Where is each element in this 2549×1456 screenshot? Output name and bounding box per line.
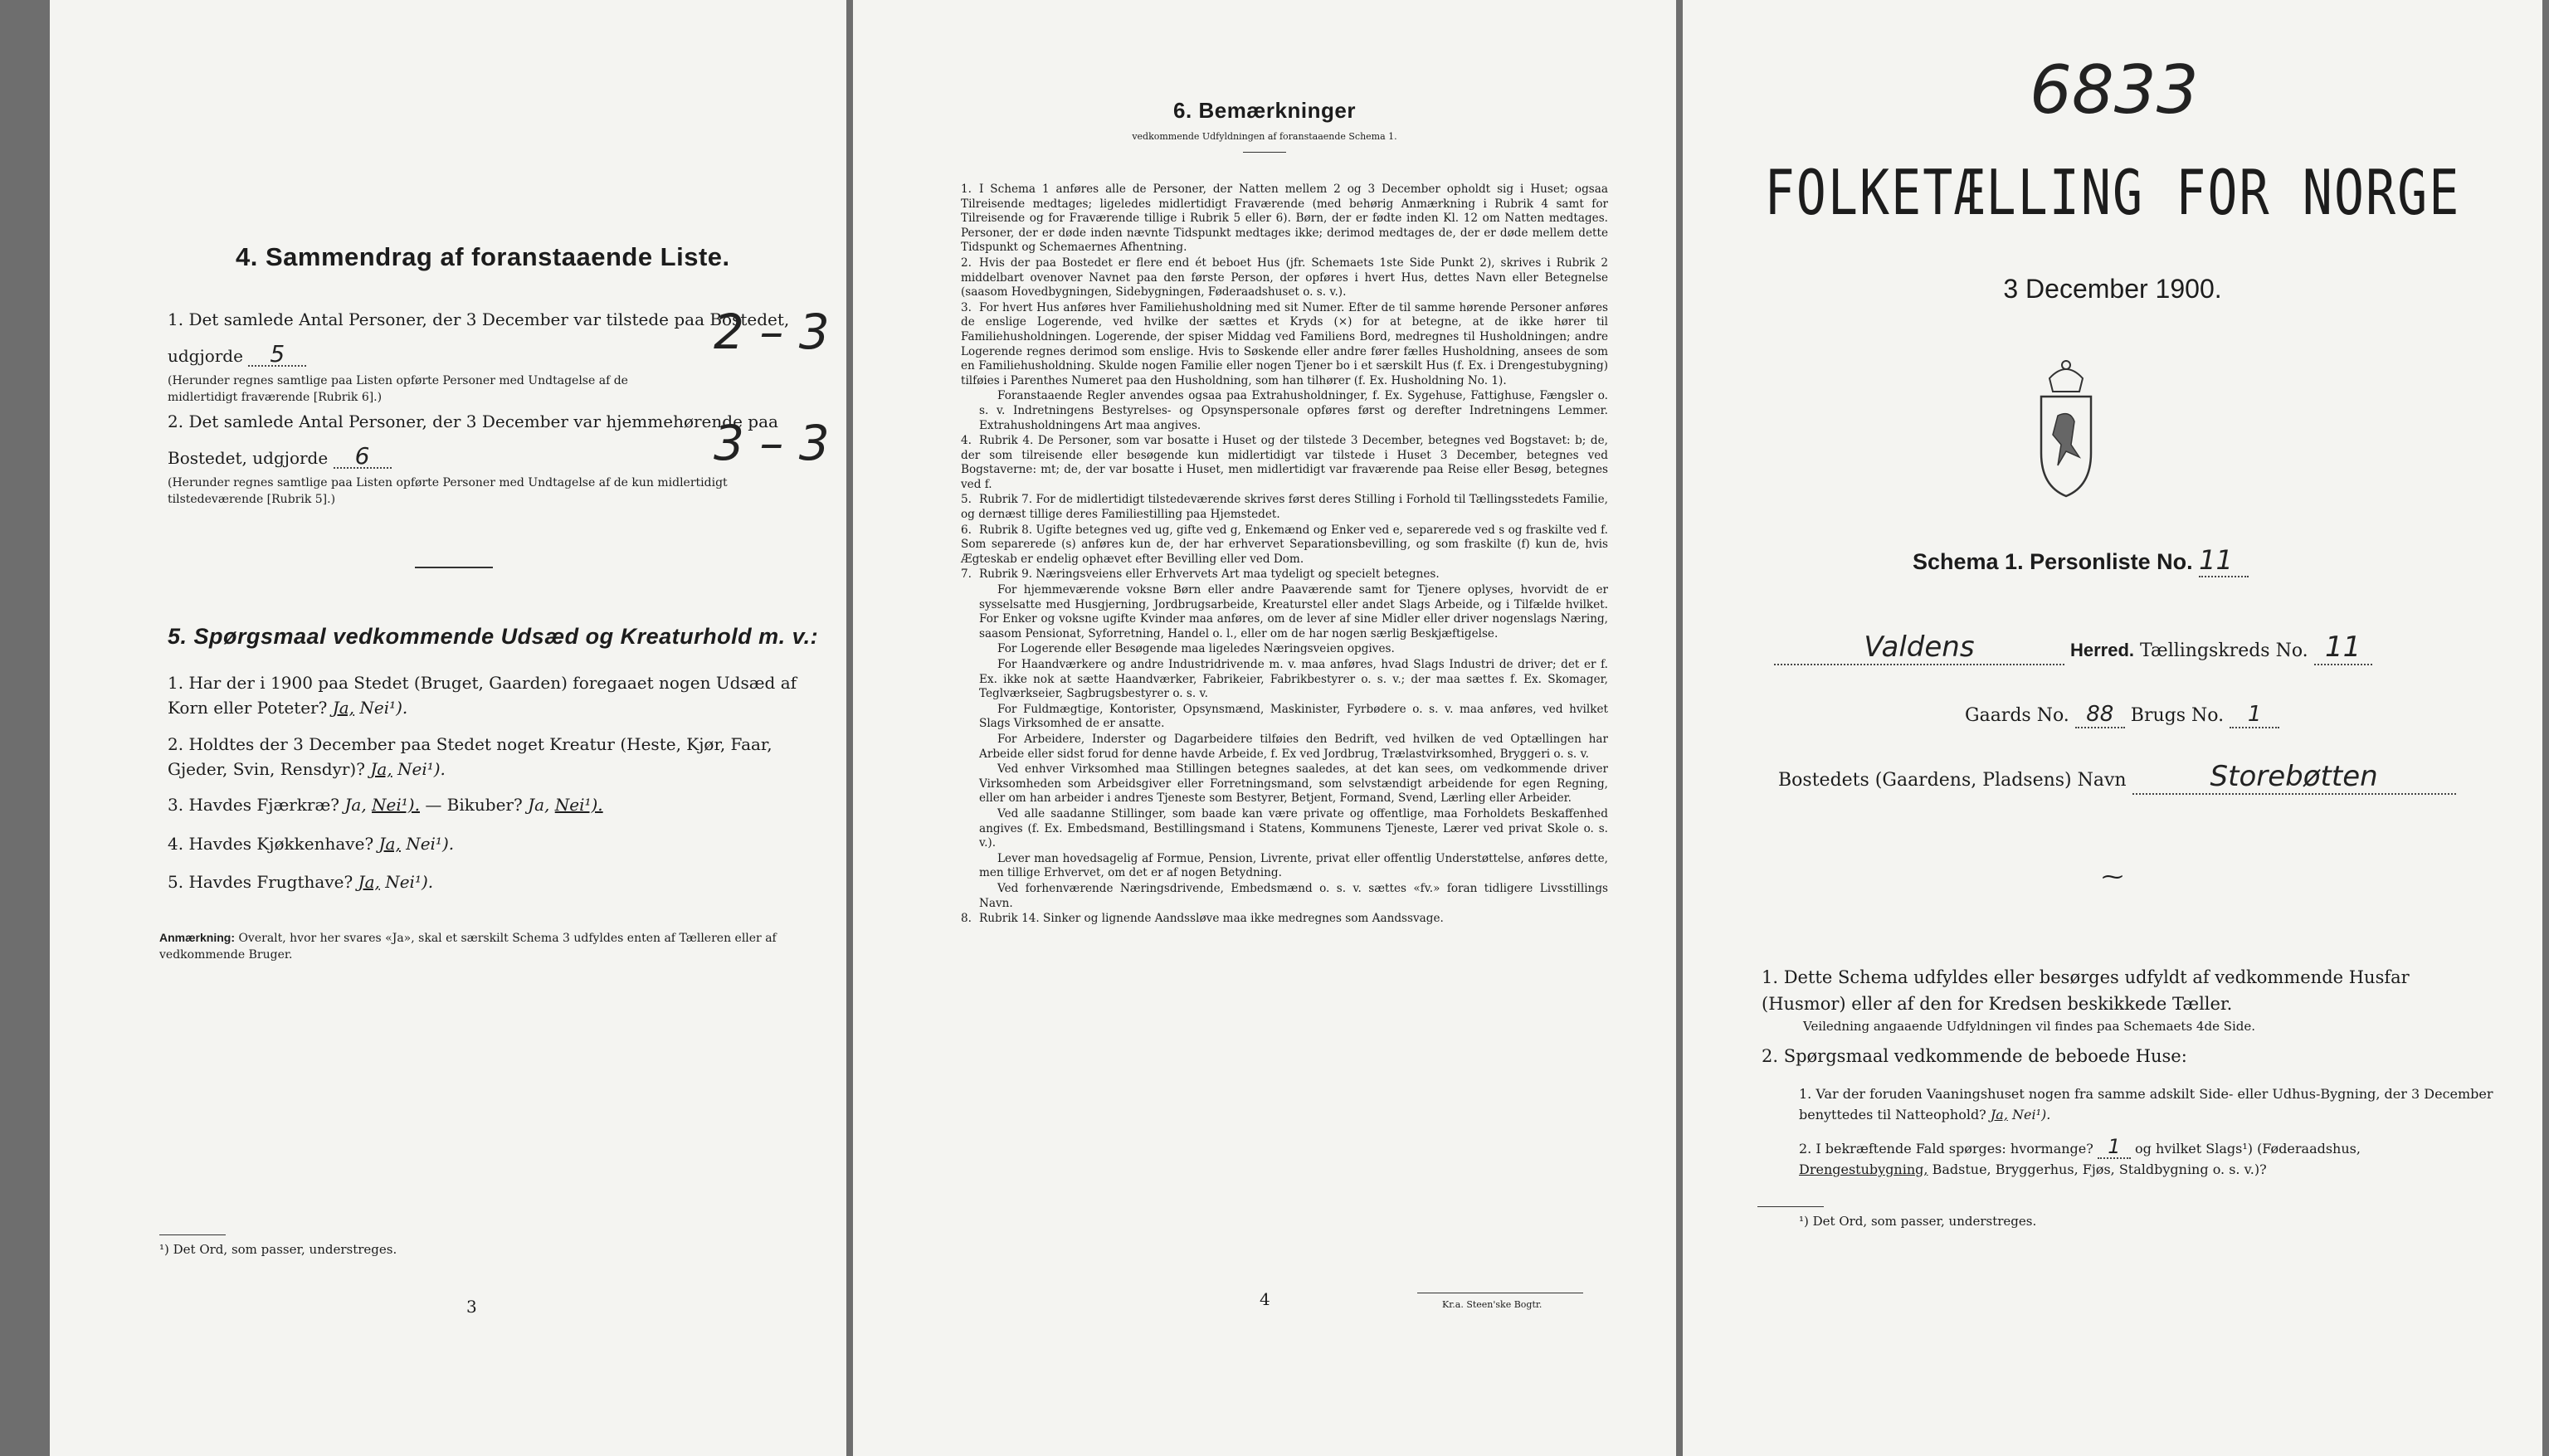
present-count-field[interactable]: 5	[248, 343, 306, 367]
remark-item	[961, 733, 1608, 762]
remark-item	[961, 493, 1608, 522]
remark-item	[961, 389, 1608, 433]
remarks-title: 6. Bemærkninger	[1173, 98, 1356, 123]
q2-nei-option[interactable]: Nei¹).	[397, 759, 446, 779]
instruction-1: 1. Dette Schema udfyldes eller besørges udfyldt af vedkommende Husfar (Husmor) eller af den for Kredsen beskikkede Tæller. Veiledning angaaende Udfyldningen vil findes paa Schemaets 4de Side.	[1762, 967, 2410, 1034]
printer-mark: Kr.a. Steen'ske Bogtr.	[1442, 1299, 1543, 1310]
summary-item-2-note: (Herunder regnes samtlige paa Listen opførte Personer med Undtagelse af de kun midlertidigt tilstedeværende [Rubrik 5].)	[168, 476, 728, 506]
remark-text: For hjemmeværende voksne Børn eller andre Paaværende samt for Tjenere oplyses, hvorvidt de er sysselsatte med Husgjerning, Jordbrugsarbeide, Kreaturstel eller andet Slags Arbeide, og i Tilfælde hvilket. For Enker og voksne ugifte Kvinder maa anføres, om de lever af sine Midler eller driver nogenslags Næring, saasom Pensionat, Syforretning, Handel o. l., eller om de har nogen særlig Beskjæftigelse.	[979, 583, 1608, 640]
remark-number: 5.	[961, 493, 972, 507]
remark-item	[961, 256, 1608, 300]
footnote: ¹) Det Ord, som passer, understreges.	[1799, 1214, 2037, 1229]
remark-text: Ved forhenværende Næringsdrivende, Embedsmænd o. s. v. sættes «fv.» foran tidligere Livsstillings Navn.	[979, 881, 1608, 910]
herred-row: Valdens Herred. Tællingskreds No. 11	[1774, 631, 2504, 665]
remark-number: 2.	[961, 256, 972, 270]
remark-item	[961, 658, 1608, 702]
census-date: 3 December 1900.	[2003, 274, 2222, 304]
remarks-list	[961, 183, 1608, 928]
gaards-field[interactable]: 88	[2075, 702, 2125, 728]
divider	[415, 567, 493, 568]
archive-number: 6833	[2030, 51, 2199, 129]
remark-text: Lever man hovedsagelig af Formue, Pension, Livrente, privat eller offentlig Understøttelse, anføres dette, men tillige Erhvervet, om det er af nogen Betydning.	[979, 851, 1608, 880]
remark-text: I Schema 1 anføres alle de Personer, der Natten mellem 2 og 3 December opholdt sig i Huset; ogsaa Tilreisende medtages; ligeledes midlertidigt Fraværende (med behørig Anmærkning i Rubrik 4 samt for Tilreisende og for Fraværende tillige i Rubrik 5 eller 6). Børn, der er fødte inden Kl. 12 om Natten medtages. Personer, der er døde inden nævnte Tidspunkt medtages ikke; derimod medtages de, der er døde mellem dette Tidspunkt og Schemaernes Afhentning.	[961, 183, 1608, 255]
page-1-cover	[1683, 0, 2542, 1456]
resident-count-field[interactable]: 6	[334, 445, 392, 469]
remark-item	[961, 703, 1608, 732]
census-title: FOLKETÆLLING FOR NORGE	[1764, 157, 2461, 230]
q1-ja-option[interactable]: Ja,	[332, 698, 355, 718]
remark-item	[961, 882, 1608, 911]
remark-number: 8.	[961, 912, 972, 926]
brugs-field[interactable]: 1	[2230, 702, 2279, 728]
question-4: 4. Havdes Kjøkkenhave? Ja, Nei¹).	[168, 834, 455, 854]
remark-number: 3.	[961, 300, 972, 314]
page-number: 4	[1260, 1289, 1270, 1309]
remark-item	[961, 523, 1608, 567]
herred-field[interactable]: Valdens	[1774, 631, 2064, 665]
title-rule	[1243, 152, 1286, 153]
handwritten-tally-1: 2 – 3	[714, 304, 830, 360]
remark-item	[961, 852, 1608, 881]
remark-number: 6.	[961, 523, 972, 537]
house-question-1: 1. Var der foruden Vaaningshuset nogen fra samme adskilt Side- eller Udhus-Bygning, der 3 December benyttedes til Natteophold? Ja, Nei¹).	[1799, 1086, 2493, 1122]
remark-text: For Logerende eller Besøgende maa ligeledes Næringsveien opgives.	[997, 642, 1395, 656]
remark-text: For Fuldmægtige, Kontorister, Opsynsmænd, Maskinister, Fyrbødere o. s. v. maa anføres, ved hvilket Slags Virksomhed de er ansatte.	[979, 702, 1608, 731]
section-4-title: 4. Sammendrag af foranstaaende Liste.	[236, 242, 730, 271]
house-q1-ja-option[interactable]: Ja,	[1990, 1107, 2008, 1122]
remark-text: Hvis der paa Bostedet er flere end ét beboet Hus (jfr. Schemaets 1ste Side Punkt 2), skrives i Rubrik 2 middelbart ovenover Navnet paa den første Person, der opføres i hvert Hus, dettes Navn eller Betegnelse (saasom Hovedbygningen, Sidebygningen, Føderaadshuset o. s. v.).	[961, 256, 1608, 299]
remark-note: Anmærkning: Overalt, hvor her svares «Ja», skal et særskilt Schema 3 udfyldes enten af Tælleren eller af vedkommende Bruger.	[159, 931, 777, 962]
remark-text: Ved enhver Virksomhed maa Stillingen betegnes saaledes, at det kan sees, om vedkommende driver Virksomheden som Arbeidsgiver eller Forretningsmand, som selvstændigt arbeidende for egen Regning, eller om han arbeider i andres Tjeneste som Bestyrer, Betjent, Formand, Svend, Lærling eller Arbeider.	[979, 762, 1608, 806]
q4-ja-option[interactable]: Ja,	[378, 834, 401, 854]
page-3-summary	[50, 0, 846, 1456]
remark-item	[961, 912, 1608, 927]
remark-item	[961, 642, 1608, 657]
remark-number: 1.	[961, 183, 972, 196]
bosted-row: Bostedets (Gaardens, Pladsens) Navn Storebøtten	[1778, 760, 2525, 795]
remark-item	[961, 807, 1608, 851]
remark-text: Rubrik 4. De Personer, som var bosatte i Huset og der tilstede 3 December, betegnes ved Bogstavet: b; de, der som tilreisende eller besøgende kun midlertidigt var tilstede i Huset 3 December, betegnes ved Bogstaverne: mt; de, der var bosatte i Huset, men midlertidigt var fraværende paa Reise eller Besøg, betegnes ved f.	[961, 434, 1608, 491]
q5-nei-option[interactable]: Nei¹).	[385, 872, 434, 892]
q3a-nei-option[interactable]: Nei¹).	[372, 795, 420, 815]
remark-text: Rubrik 14. Sinker og lignende Aandssløve maa ikke medregnes som Aandssvage.	[979, 912, 1444, 926]
schema-label: Schema 1. Personliste No. 11	[1913, 544, 2249, 577]
q2-ja-option[interactable]: Ja,	[370, 759, 392, 779]
remark-text: For hvert Hus anføres hver Familiehusholdning med sit Numer. Efter de til samme hørende Personer anføres de enslige Logerende, ved hvilke der sættes et Kryds (×) for at betegne, at de ikke hører til Familiehusholdningen. Logerende, der spiser Middag ved Familiens Bord, medregnes til Husholdningen; andre Logerende regnes derimod som enslige. Hvis to Søskende eller andre fører fælles Husholdning, ansees de som en Familiehusholdning. Skulde nogen Familie eller nogen Tjener bo i et særskilt Hus (f. Ex. i Drengestubygning) tilføies i Parenthes Numeret paa den Husholdning, som han tilhører (f. Ex. Husholdning No. 1).	[961, 300, 1608, 387]
question-5: 5. Havdes Frugthave? Ja, Nei¹).	[168, 872, 434, 892]
remark-text: For Haandværkere og andre Industridrivende m. v. maa anføres, hvad Slags Industri de driver; det er f. Ex. ikke nok at sætte Haandværker, Fabrikeier, Fabrikbestyrer o. s. v.; der maa sættes f. Ex. Skomager, Teglværkseier, Sagbrugsbestyrer o. s. v.	[979, 658, 1608, 701]
instruction-2: 2. Spørgsmaal vedkommende de beboede Huse:	[1762, 1046, 2187, 1066]
summary-item-1: 1. Det samlede Antal Personer, der 3 December var tilstede paa Bostedet, udgjorde 5 (Herunder regnes samtlige paa Listen opførte Personer med Undtagelse af de midlertidigt fraværende [Rubrik 6].)	[168, 309, 790, 404]
page-4-remarks	[853, 0, 1676, 1456]
summary-item-2: 2. Det samlede Antal Personer, der 3 December var hjemmehørende paa Bostedet, udgjorde 6 (Herunder regnes samtlige paa Listen opførte Personer med Undtagelse af de kun midlertidigt tilstedeværende [Rubrik 5].)	[168, 411, 815, 508]
house-count-field[interactable]: 1	[2098, 1137, 2131, 1159]
remark-number: 7.	[961, 567, 972, 582]
remark-text: Ved alle saadanne Stillinger, som baade kan være private og offentlige, maa Forholdets Beskaffenhed angives (f. Ex. Embedsmand, Bestillingsmand i Statens, Kommunens Tjeneste, Lærer ved privat Skole o. s. v.).	[979, 806, 1608, 850]
q5-ja-option[interactable]: Ja,	[358, 872, 380, 892]
ornament: ⁓	[2102, 864, 2123, 889]
remark-text: For Arbeidere, Inderster og Dagarbeidere tilføies den Bedrift, ved hvilken de ved Optællingen har Arbeide eller sidst forud for denne havde Arbeide, f. Ex ved Jordbrug, Trælastvirksomhed, Bryggeri o. s. v.	[979, 732, 1608, 761]
remark-item	[961, 434, 1608, 492]
q4-nei-option[interactable]: Nei¹).	[406, 834, 455, 854]
house-question-2: 2. I bekræftende Fald spørges: hvormange? 1 og hvilket Slags¹) (Føderaadshus, Drengestubygning, Badstue, Bryggerhus, Fjøs, Staldbygning o. s. v.)?	[1799, 1135, 2361, 1177]
handwritten-tally-2: 3 – 3	[714, 415, 830, 471]
footnote-rule	[1757, 1206, 1824, 1207]
q1-nei-option[interactable]: Nei¹).	[359, 698, 408, 718]
q3b-ja-option[interactable]: Ja,	[528, 795, 550, 815]
remark-item	[961, 301, 1608, 389]
question-1: 1. Har der i 1900 paa Stedet (Bruget, Gaarden) foregaaet nogen Udsæd af Korn eller Poteter? Ja, Nei¹).	[168, 673, 797, 718]
remarks-subtitle: vedkommende Udfyldningen af foranstaaende Schema 1.	[1132, 131, 1397, 142]
norway-coat-of-arms-icon	[2025, 353, 2108, 503]
remark-number: 4.	[961, 434, 972, 448]
remark-text: Rubrik 7. For de midlertidigt tilstedeværende skrives først deres Stilling i Forhold til Tællingsstedets Familie, og dernæst tillige deres Familiestilling paa Hjemstedet.	[961, 493, 1608, 522]
house-q1-nei-option[interactable]: Nei¹).	[2012, 1107, 2051, 1122]
footnote: ¹) Det Ord, som passer, understreges.	[159, 1242, 397, 1257]
q3b-nei-option[interactable]: Nei¹).	[554, 795, 603, 815]
question-2: 2. Holdtes der 3 December paa Stedet noget Kreatur (Heste, Kjør, Faar, Gjeder, Svin, Rensdyr)? Ja, Nei¹).	[168, 734, 772, 779]
page-number: 3	[466, 1297, 477, 1317]
remark-item	[961, 583, 1608, 641]
remark-text: Rubrik 9. Næringsveiens eller Erhvervets Art maa tydeligt og specielt betegnes.	[979, 567, 1440, 582]
footnote-rule	[159, 1234, 226, 1235]
section-5-title: 5. Spørgsmaal vedkommende Udsæd og Kreaturhold m. v.:	[168, 624, 819, 649]
summary-item-1-note: (Herunder regnes samtlige paa Listen opførte Personer med Undtagelse af de midlertidigt fraværende [Rubrik 6].)	[168, 374, 628, 404]
bosted-field[interactable]: Storebøtten	[2132, 760, 2456, 795]
q3a-ja-option[interactable]: Ja,	[344, 795, 367, 815]
remark-item	[961, 762, 1608, 806]
kreds-field[interactable]: 11	[2314, 631, 2372, 665]
personliste-number[interactable]: 11	[2199, 544, 2249, 577]
drengestu-option[interactable]: Drengestubygning,	[1799, 1161, 1928, 1177]
remark-item	[961, 567, 1608, 582]
gaard-row: Gaards No. 88 Brugs No. 1	[1965, 702, 2279, 728]
remark-item	[961, 183, 1608, 256]
remark-text: Foranstaaende Regler anvendes ogsaa paa Extrahusholdninger, f. Ex. Sygehuse, Fattighuse, Fængsler o. s. v. Indretningens Bestyrelses- og Opsynspersonale opføres først og derefter Indretningens Lemmer. Extrahusholdningens Art maa angives.	[979, 389, 1608, 432]
question-3: 3. Havdes Fjærkræ? Ja, Nei¹). — Bikuber? Ja, Nei¹).	[168, 795, 603, 815]
remark-text: Rubrik 8. Ugifte betegnes ved ug, gifte ved g, Enkemænd og Enker ved e, separerede ved s og fraskilte ved f. Som separerede (s) anføres kun de, der har erhvervet Separationsbevilling, og som fraskilte (f) kun de, hvis Ægteskab er endelig ophævet efter Bevilling eller ved Dom.	[961, 523, 1608, 566]
